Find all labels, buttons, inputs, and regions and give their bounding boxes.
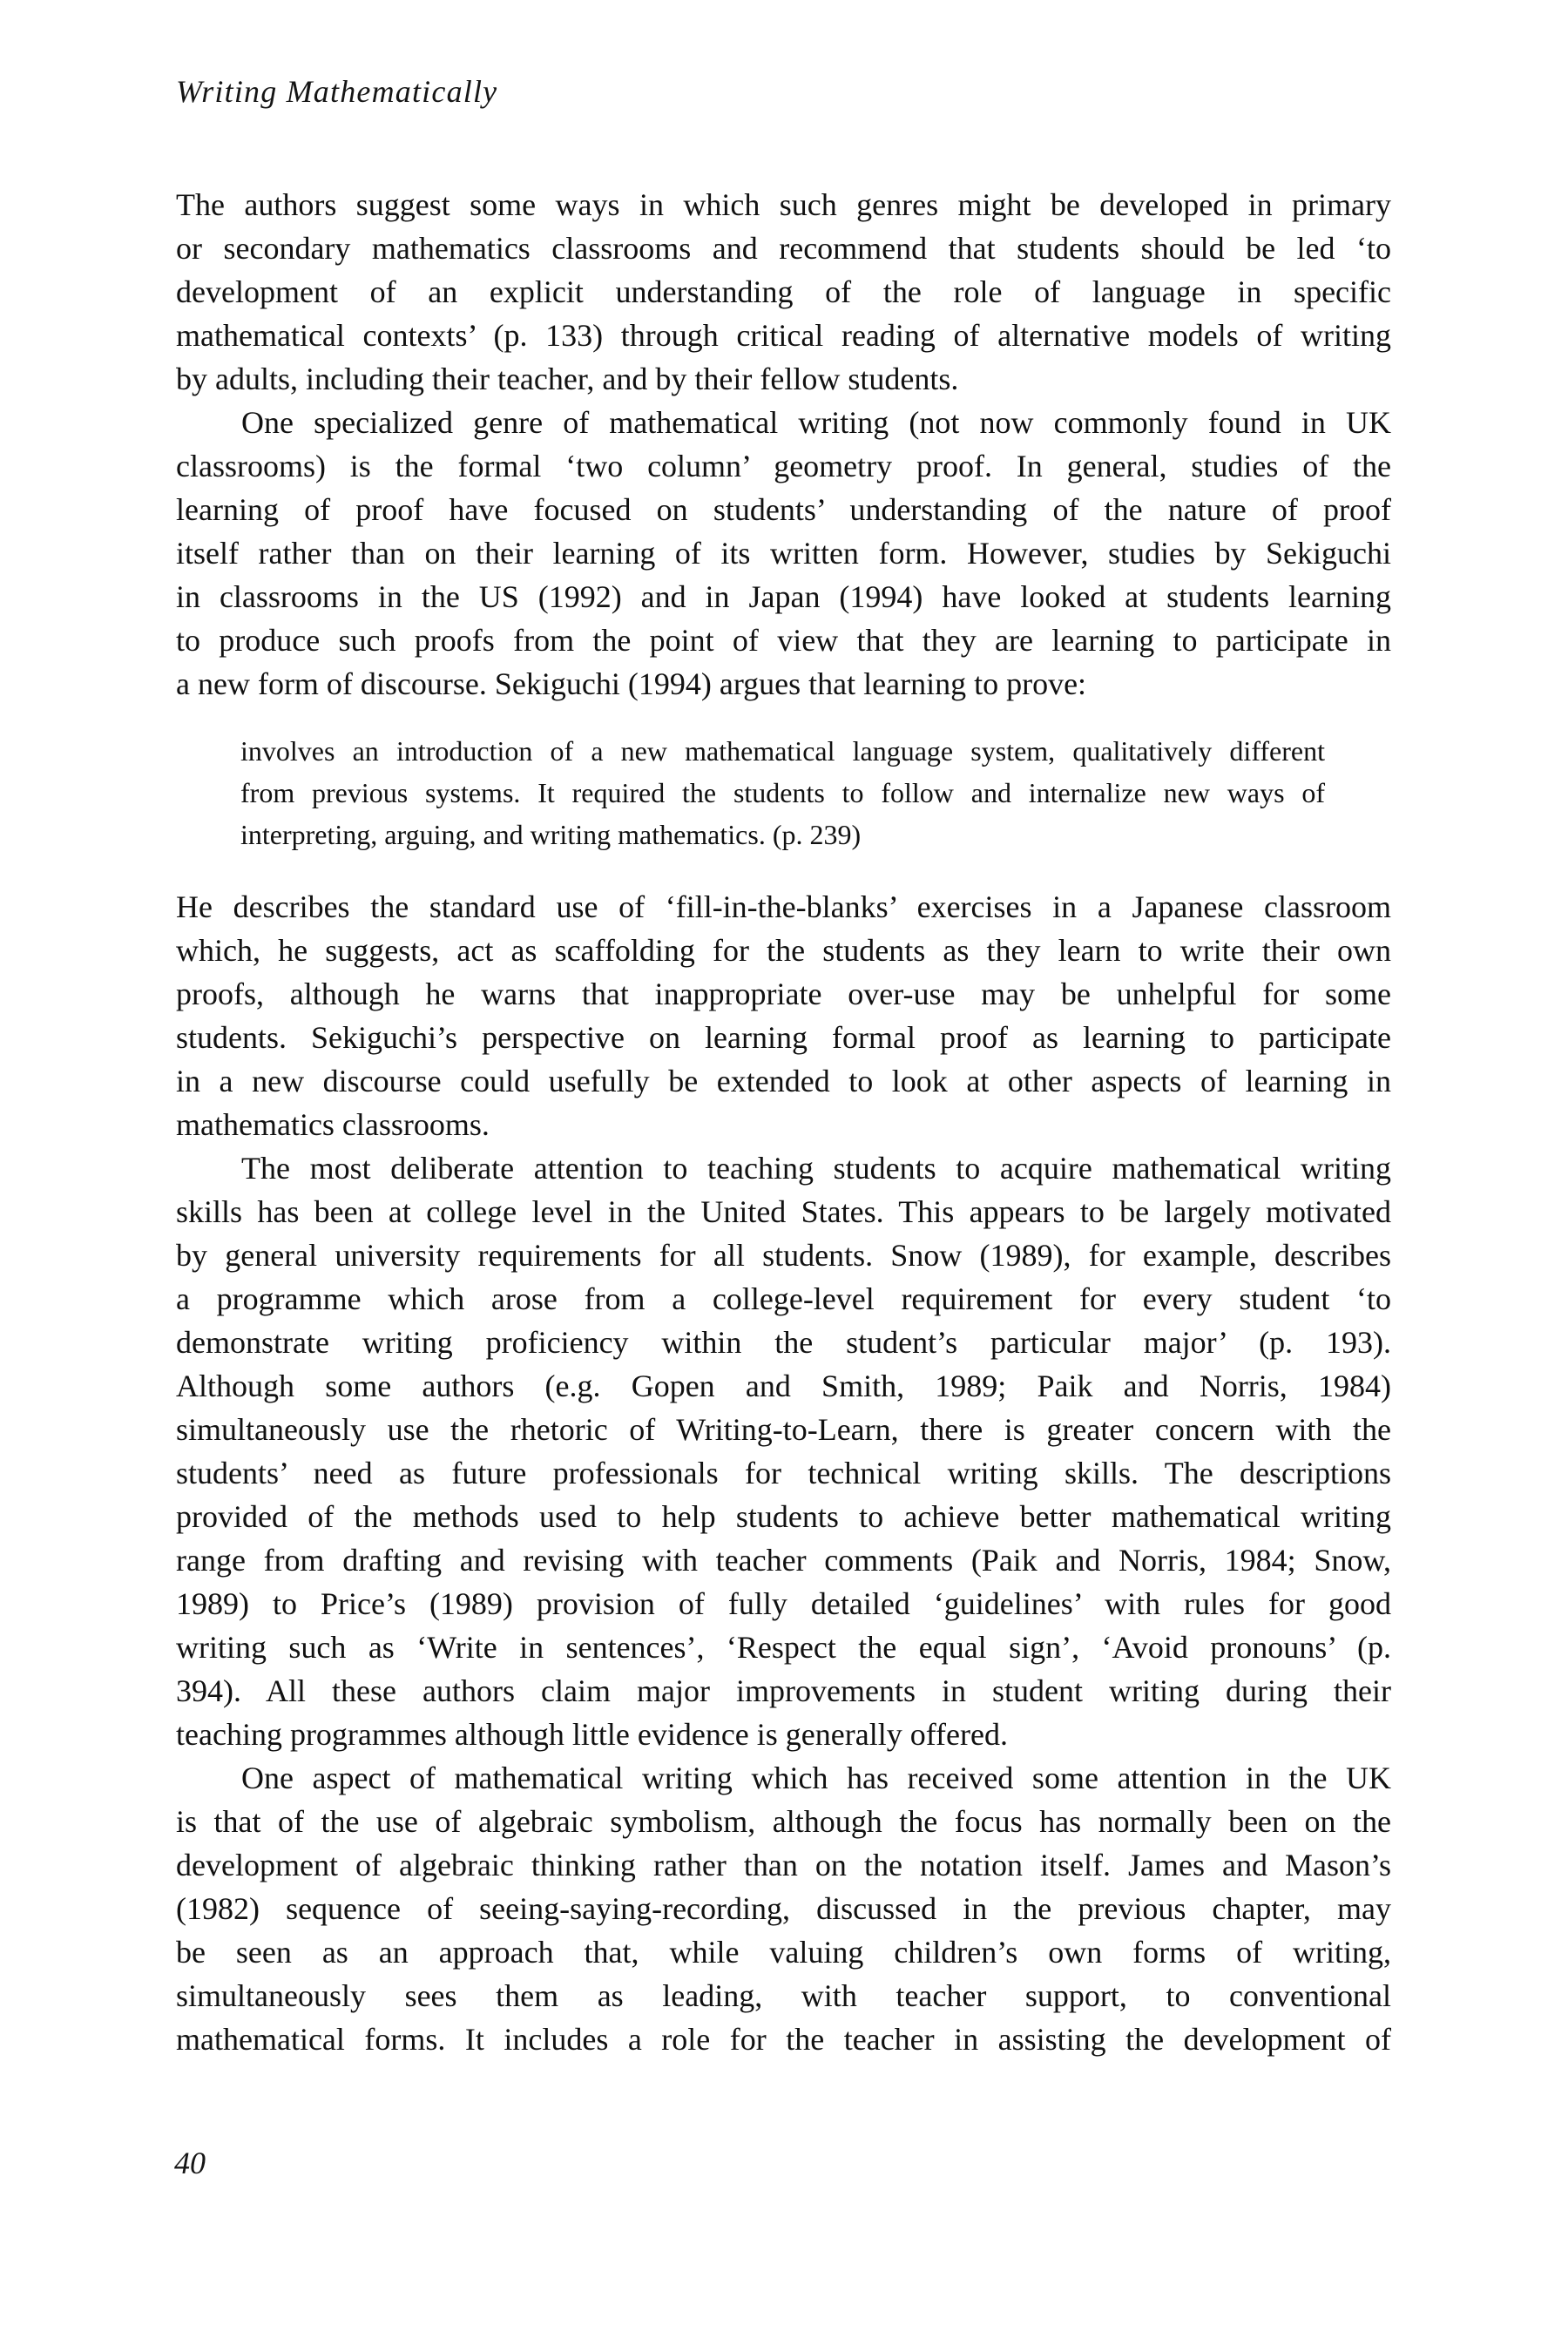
running-head: Writing Mathematically xyxy=(176,74,498,109)
text-line: Although some authors (e.g. Gopen and Smith, 1989; Paik and Norris, 1984) xyxy=(176,1369,1391,1403)
text-line: (1982) sequence of seeing-saying-recording, discussed in the previous chapter, may xyxy=(176,1891,1391,1926)
text-line: teaching programmes although little evidence is generally offered. xyxy=(176,1717,1008,1752)
text-line: simultaneously sees them as leading, with teacher support, to conventional xyxy=(176,1978,1391,2013)
text-line: skills has been at college level in the United States. This appears to be largely motivated xyxy=(176,1194,1391,1229)
text-line: 1989) to Price’s (1989) provision of fully detailed ‘guidelines’ with rules for good xyxy=(176,1586,1391,1621)
paragraph xyxy=(176,1146,1391,1756)
text-line: simultaneously use the rhetoric of Writing-to-Learn, there is greater concern with the xyxy=(176,1412,1391,1447)
text-line: students’ need as future professionals for technical writing skills. The descriptions xyxy=(176,1456,1391,1490)
text-line: to produce such proofs from the point of view that they are learning to participate in xyxy=(176,623,1391,658)
paragraph xyxy=(176,401,1391,706)
text-line: The most deliberate attention to teaching students to acquire mathematical writing xyxy=(241,1151,1391,1186)
text-line: 394). All these authors claim major improvements in student writing during their xyxy=(176,1673,1391,1708)
text-line: or secondary mathematics classrooms and recommend that students should be led ‘to xyxy=(176,231,1391,266)
text-line: range from drafting and revising with teacher comments (Paik and Norris, 1984; Snow, xyxy=(176,1543,1391,1578)
text-line: be seen as an approach that, while valuing children’s own forms of writing, xyxy=(176,1935,1391,1970)
text-line: writing such as ‘Write in sentences’, ‘Respect the equal sign’, ‘Avoid pronouns’ (p. xyxy=(176,1630,1391,1665)
quote-line: involves an introduction of a new mathematical language system, qualitatively different xyxy=(240,735,1325,767)
text-line: classrooms) is the formal ‘two column’ geometry proof. In general, studies of the xyxy=(176,449,1391,483)
text-line: is that of the use of algebraic symbolism, although the focus has normally been on the xyxy=(176,1804,1391,1839)
text-line: provided of the methods used to help students to achieve better mathematical writing xyxy=(176,1499,1391,1534)
paragraphs-after-quote xyxy=(176,885,1391,2061)
paragraph xyxy=(176,183,1391,401)
text-line: students. Sekiguchi’s perspective on learning formal proof as learning to participate xyxy=(176,1020,1391,1055)
text-line: which, he suggests, act as scaffolding for the students as they learn to write their own xyxy=(176,933,1391,968)
block-quote xyxy=(240,730,1325,855)
text-line: in a new discourse could usefully be extended to look at other aspects of learning in xyxy=(176,1064,1391,1098)
text-line: in classrooms in the US (1992) and in Japan (1994) have looked at students learning xyxy=(176,579,1391,614)
paragraph xyxy=(176,885,1391,1146)
text-line: development of an explicit understanding of the role of language in specific xyxy=(176,274,1391,309)
body-text xyxy=(176,183,1391,2061)
text-line: One aspect of mathematical writing which has received some attention in the UK xyxy=(241,1761,1391,1795)
quote-line: from previous systems. It required the students to follow and internalize new ways of xyxy=(240,777,1325,808)
text-line: by general university requirements for all students. Snow (1989), for example, describes xyxy=(176,1238,1391,1273)
text-line: The authors suggest some ways in which such genres might be developed in primary xyxy=(176,187,1391,222)
text-line: One specialized genre of mathematical writing (not now commonly found in UK xyxy=(241,405,1391,440)
text-line: a new form of discourse. Sekiguchi (1994) argues that learning to prove: xyxy=(176,666,1087,701)
page-number: 40 xyxy=(174,2146,206,2180)
text-line: mathematical contexts’ (p. 133) through critical reading of alternative models of writing xyxy=(176,318,1391,353)
text-line: learning of proof have focused on students’ understanding of the nature of proof xyxy=(176,492,1391,527)
paragraph xyxy=(176,1756,1391,2061)
text-line: by adults, including their teacher, and by their fellow students. xyxy=(176,362,959,396)
text-line: demonstrate writing proficiency within the student’s particular major’ (p. 193). xyxy=(176,1325,1391,1360)
text-line: mathematics classrooms. xyxy=(176,1107,490,1142)
text-line: development of algebraic thinking rather than on the notation itself. James and Mason’s xyxy=(176,1848,1391,1882)
text-line: itself rather than on their learning of its written form. However, studies by Sekiguchi xyxy=(176,536,1391,571)
text-line: proofs, although he warns that inappropriate over-use may be unhelpful for some xyxy=(176,977,1391,1011)
paragraphs-before-quote xyxy=(176,183,1391,706)
quote-line: interpreting, arguing, and writing mathematics. (p. 239) xyxy=(240,819,862,850)
text-line: a programme which arose from a college-level requirement for every student ‘to xyxy=(176,1281,1391,1316)
text-line: mathematical forms. It includes a role for the teacher in assisting the development of xyxy=(176,2022,1391,2057)
text-line: He describes the standard use of ‘fill-in-the-blanks’ exercises in a Japanese classroom xyxy=(176,889,1391,924)
